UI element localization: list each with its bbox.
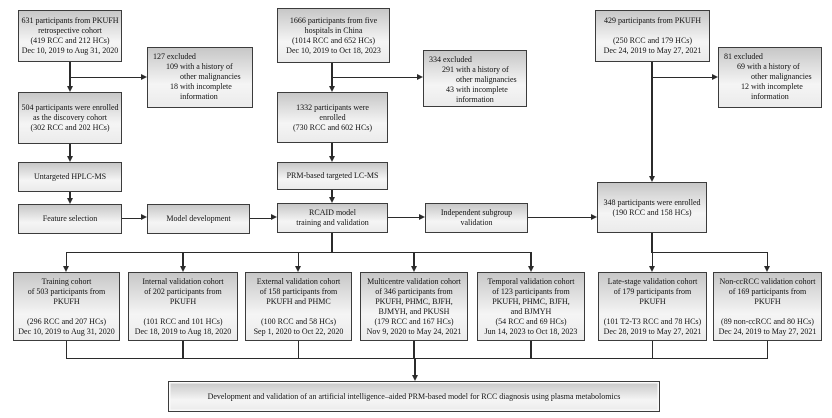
box-text-line: PKUFH bbox=[754, 296, 781, 306]
box-prm-targeted-lc-ms bbox=[277, 162, 388, 190]
box-pkufh-429 bbox=[595, 10, 710, 62]
box-discovery-cohort-504 bbox=[18, 92, 122, 144]
arrowhead-into-external bbox=[295, 266, 301, 272]
box-text-line: Dec 10, 2019 to Aug 31, 2020 bbox=[18, 326, 115, 336]
box-text-line: PKUFH bbox=[169, 296, 197, 306]
box-internal-validation-cohort bbox=[128, 272, 238, 341]
box-text-line: of 169 participants from bbox=[728, 286, 807, 296]
box-text-line: (296 RCC and 207 HCs) bbox=[26, 316, 107, 326]
arrowhead-into-excluded-334 bbox=[417, 74, 423, 80]
box-text-line: Jun 14, 2023 to Oct 18, 2023 bbox=[484, 326, 578, 336]
box-text-line: Dec 24, 2019 to May 27, 2021 bbox=[718, 326, 817, 336]
flow-line-631-down bbox=[69, 62, 70, 87]
box-text-line: Independent subgroup bbox=[440, 208, 513, 217]
box-text-line: as the discovery cohort bbox=[33, 113, 107, 122]
box-text-line: (89 non-ccRCC and 80 HCs) bbox=[721, 316, 814, 326]
arrowhead-into-excluded-127 bbox=[141, 74, 147, 80]
box-text-line bbox=[600, 307, 705, 317]
box-text-line: information bbox=[456, 95, 494, 104]
box-training-cohort bbox=[13, 272, 120, 341]
box-text-line: PRM-based targeted LC-MS bbox=[286, 171, 379, 180]
box-text-line: PKUFH, PHMC, BJFH, bbox=[492, 296, 570, 306]
box-text-line: 12 with incomplete bbox=[741, 82, 803, 91]
box-text-line: of 503 participants from bbox=[27, 286, 106, 296]
flow-line-rcaid-down bbox=[331, 233, 332, 253]
box-text-line: Multicentre validation cohort bbox=[367, 276, 461, 286]
flow-stub-latestage bbox=[652, 341, 653, 359]
box-text-line: BJMYH, and PKUSH bbox=[378, 306, 450, 316]
box-text-line: Dec 28, 2019 to May 27, 2021 bbox=[603, 326, 702, 336]
box-text-line: 334 excluded bbox=[429, 55, 472, 64]
box-text-line: (179 RCC and 167 HCs) bbox=[374, 316, 454, 326]
flow-line-to-banner bbox=[414, 358, 415, 376]
flow-line-drop-multicentre bbox=[413, 252, 414, 267]
box-text-line: Dec 10, 2019 to Aug 31, 2020 bbox=[21, 46, 119, 55]
box-text-line: information bbox=[751, 92, 789, 101]
flow-stub-external bbox=[298, 341, 299, 359]
box-text-line bbox=[15, 307, 118, 317]
flow-stub-nonccrcc bbox=[767, 341, 768, 359]
box-text-line: 1666 participants from five bbox=[289, 15, 378, 25]
box-retrospective-cohort-631 bbox=[18, 10, 122, 62]
arrowhead-into-untargeted bbox=[67, 156, 73, 162]
arrowhead-into-rcaid-top bbox=[329, 197, 335, 203]
flow-line-1666-down bbox=[331, 63, 332, 87]
box-text-line: (190 RCC and 158 HCs) bbox=[612, 207, 692, 217]
box-text-line: RCAID model bbox=[309, 208, 356, 217]
box-text-line: External validation cohort bbox=[256, 276, 341, 286]
box-text-line: of 179 participants from bbox=[613, 286, 692, 296]
box-text-line: other malignancies bbox=[456, 75, 517, 84]
flow-line-drop-nonccrcc bbox=[767, 252, 768, 267]
box-text-line: (1014 RCC and 652 HCs) bbox=[291, 35, 376, 45]
box-text-line: Training cohort bbox=[41, 276, 92, 286]
box-text-line: Model development bbox=[166, 214, 231, 223]
arrowhead-into-348-left bbox=[591, 214, 597, 220]
flow-line-drop-training bbox=[66, 252, 67, 267]
box-text-line: PKUFH, PHMC, BJFH, bbox=[375, 296, 453, 306]
box-multicentre-validation-cohort bbox=[360, 272, 468, 341]
box-text-line: Feature selection bbox=[42, 214, 98, 223]
box-conclusion-banner bbox=[168, 381, 660, 412]
arrowhead-into-training bbox=[63, 266, 69, 272]
box-feature-selection bbox=[18, 204, 122, 234]
box-late-stage-validation-cohort bbox=[598, 272, 707, 341]
arrowhead-into-banner bbox=[412, 375, 418, 381]
box-text-line: Late-stage validation cohort bbox=[607, 276, 698, 286]
box-rcaid-model bbox=[277, 203, 388, 233]
arrowhead-into-modeldev bbox=[141, 214, 147, 220]
box-text-line: Non-ccRCC validation cohort bbox=[719, 276, 816, 286]
flow-line-to-excluded-127 bbox=[69, 77, 141, 78]
box-text-line: 18 with incomplete bbox=[170, 82, 232, 91]
box-text-line: 43 with incomplete bbox=[446, 85, 508, 94]
box-text-line: (419 RCC and 212 HCs) bbox=[30, 36, 110, 45]
flow-stub-training bbox=[66, 341, 67, 359]
flow-line-distributor-right bbox=[651, 252, 768, 253]
box-text-line: (101 RCC and 101 HCs) bbox=[143, 316, 223, 326]
box-text-line: 109 with a history of bbox=[166, 62, 233, 71]
arrowhead-into-1332 bbox=[329, 86, 335, 92]
box-text-line bbox=[130, 307, 236, 317]
box-text-line: (100 RCC and 58 HCs) bbox=[260, 316, 337, 326]
box-text-line: hospitals in China bbox=[304, 25, 363, 35]
box-model-development bbox=[147, 204, 250, 234]
box-text-line: 348 participants were enrolled bbox=[603, 197, 701, 207]
box-text-line: 429 participants from PKUFH bbox=[603, 16, 702, 25]
box-excluded-127 bbox=[147, 47, 253, 108]
box-text-line: retrospective cohort bbox=[38, 26, 102, 35]
arrowhead-into-nonccrcc bbox=[764, 266, 770, 272]
box-text-line: Dec 10, 2019 to Oct 18, 2023 bbox=[286, 45, 381, 55]
box-external-validation-cohort bbox=[245, 272, 352, 341]
arrowhead-into-feature-selection bbox=[67, 198, 73, 204]
box-temporal-validation-cohort bbox=[477, 272, 585, 341]
box-text-line: enrolled bbox=[319, 112, 346, 122]
box-text-line: (101 T2-T3 RCC and 78 HCs) bbox=[603, 316, 702, 326]
box-text-line: Nov 9, 2020 to May 24, 2021 bbox=[366, 326, 462, 336]
flow-line-rcaid-to-independent bbox=[388, 217, 419, 218]
box-text-line: Development and validation of an artificial intelligence–aided PRM-based model for RCC diagnosis using plasma metabolomics bbox=[207, 391, 621, 401]
box-text-line: (730 RCC and 602 HCs) bbox=[292, 122, 373, 132]
box-text-line: 69 with a history of bbox=[737, 62, 800, 71]
flow-line-drop-external bbox=[298, 252, 299, 267]
box-text-line: (302 RCC and 202 HCs) bbox=[30, 123, 110, 132]
flow-line-429-down bbox=[651, 62, 652, 177]
flow-line-to-excluded-81 bbox=[651, 77, 712, 78]
box-text-line: (54 RCC and 69 HCs) bbox=[495, 316, 567, 326]
box-text-line: Temporal validation cohort bbox=[487, 276, 575, 286]
flow-stub-multicentre bbox=[413, 341, 414, 359]
box-text-line: PKUFH bbox=[639, 296, 666, 306]
arrowhead-into-temporal bbox=[528, 266, 534, 272]
arrowhead-into-multicentre bbox=[411, 266, 417, 272]
flow-line-convergence bbox=[66, 358, 768, 359]
box-text-line: PKUFH and PHMC bbox=[266, 296, 331, 306]
box-text-line: other malignancies bbox=[180, 72, 241, 81]
flow-line-to-excluded-334 bbox=[331, 77, 417, 78]
box-text-line: Internal validation cohort bbox=[142, 276, 224, 286]
arrowhead-into-latestage bbox=[649, 266, 655, 272]
box-text-line: Sep 1, 2020 to Oct 22, 2020 bbox=[253, 326, 344, 336]
box-text-line: and BJMYH bbox=[510, 306, 552, 316]
box-text-line: (250 RCC and 179 HCs) bbox=[612, 36, 693, 45]
box-excluded-334 bbox=[423, 50, 527, 107]
box-text-line: 1332 participants were bbox=[296, 102, 369, 112]
box-text-line: Dec 18, 2019 to Aug 18, 2020 bbox=[134, 326, 232, 336]
arrowhead-into-348-top bbox=[649, 176, 655, 182]
box-untargeted-hplc-ms bbox=[18, 162, 122, 192]
box-non-ccrcc-validation-cohort bbox=[713, 272, 822, 341]
arrowhead-into-504 bbox=[67, 86, 73, 92]
box-enrolled-1332 bbox=[277, 92, 388, 143]
arrowhead-into-rcaid-left bbox=[271, 214, 277, 220]
arrowhead-into-prm bbox=[329, 156, 335, 162]
box-text-line: PKUFH bbox=[53, 296, 80, 306]
box-text-line: 291 with a history of bbox=[442, 65, 509, 74]
box-text-line: of 123 participants from bbox=[492, 286, 570, 296]
flow-line-modeldev-to-rcaid bbox=[250, 218, 271, 219]
flow-line-independent-to-348 bbox=[528, 217, 591, 218]
box-enrolled-348 bbox=[597, 182, 707, 233]
arrowhead-into-excluded-81 bbox=[712, 74, 718, 80]
box-text-line: of 346 participants from bbox=[375, 286, 453, 296]
flow-line-1332-down bbox=[331, 143, 332, 157]
box-five-hospitals-1666 bbox=[277, 8, 390, 63]
box-text-line: 631 participants from PKUFH bbox=[21, 16, 119, 25]
flow-line-drop-latestage bbox=[652, 252, 653, 267]
box-text-line: 81 excluded bbox=[724, 52, 763, 61]
box-text-line: Untargeted HPLC-MS bbox=[33, 172, 107, 181]
box-text-line: 127 excluded bbox=[153, 52, 196, 61]
box-excluded-81 bbox=[718, 47, 822, 108]
box-text-line: of 158 participants from bbox=[259, 286, 338, 296]
box-text-line: information bbox=[180, 92, 218, 101]
box-text-line: validation bbox=[460, 218, 493, 227]
flow-line-348-down bbox=[651, 233, 652, 253]
box-text-line: 504 participants were enrolled bbox=[21, 103, 119, 112]
box-text-line: Dec 24, 2019 to May 27, 2021 bbox=[603, 46, 702, 55]
flow-stub-internal bbox=[182, 341, 183, 359]
box-text-line bbox=[715, 307, 820, 317]
flow-line-drop-temporal bbox=[530, 252, 531, 267]
arrowhead-into-independent bbox=[419, 214, 425, 220]
box-text-line bbox=[247, 307, 350, 317]
flow-line-drop-internal bbox=[182, 252, 183, 267]
box-text-line bbox=[597, 26, 708, 36]
box-text-line: training and validation bbox=[296, 218, 369, 227]
flow-stub-temporal bbox=[530, 341, 531, 359]
box-text-line: other malignancies bbox=[751, 72, 812, 81]
arrowhead-into-internal bbox=[180, 266, 186, 272]
box-independent-subgroup-validation bbox=[425, 203, 528, 233]
flow-line-feature-to-modeldev bbox=[122, 218, 141, 219]
box-text-line: of 202 participants from bbox=[144, 286, 222, 296]
